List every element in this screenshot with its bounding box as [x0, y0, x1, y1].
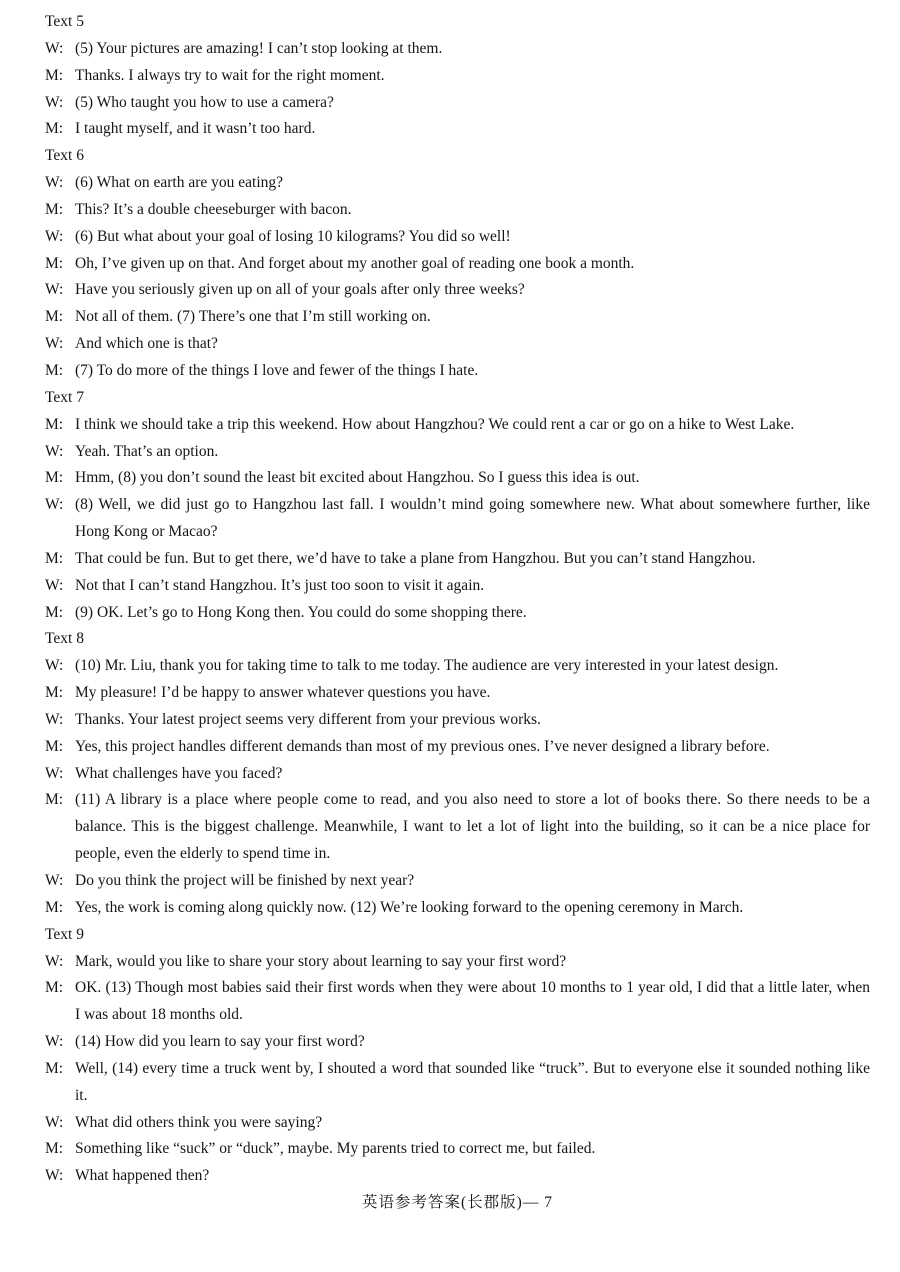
text-section-label: Text 6: [45, 147, 84, 165]
speaker-label: W:: [45, 39, 64, 57]
line-text: (5) Your pictures are amazing! I can’t stop looking at them.: [75, 39, 443, 57]
dialogue-line: [45, 170, 870, 197]
line-text: (6) What on earth are you eating?: [75, 174, 284, 192]
dialogue-line: [45, 895, 870, 922]
dialogue-line: [45, 653, 870, 680]
speaker-label: W:: [45, 442, 64, 460]
dialogue-line: [45, 680, 870, 707]
line-text: (7) To do more of the things I love and fewer of the things I hate.: [75, 361, 479, 379]
speaker-label: W:: [45, 174, 64, 192]
dialogue-line: [45, 868, 870, 895]
line-text: (10) Mr. Liu, thank you for taking time to talk to me today. The audience are very interested in your latest design.: [75, 657, 779, 675]
dialogue-line: [45, 465, 870, 492]
dialogue-line: [45, 331, 870, 358]
dialogue-line: [45, 949, 870, 976]
speaker-label: M:: [45, 66, 64, 84]
line-text: Not all of them. (7) There’s one that I’m still working on.: [75, 308, 431, 326]
speaker-label: M:: [45, 415, 64, 433]
dialogue-line: [45, 412, 870, 439]
text-section-label: Text 7: [45, 388, 84, 406]
line-text: That could be fun. But to get there, we’d have to take a plane from Hangzhou. But you can’t stand Hangzhou.: [75, 549, 756, 567]
dialogue-line: [45, 761, 870, 788]
dialogue-line: [45, 600, 870, 627]
speaker-label: M:: [45, 549, 64, 567]
dialogue-line: [45, 358, 870, 385]
line-text: My pleasure! I’d be happy to answer whatever questions you have.: [75, 684, 491, 702]
speaker-label: W:: [45, 93, 64, 111]
line-text: Yeah. That’s an option.: [75, 442, 219, 460]
dialogue-line: [45, 573, 870, 600]
dialogue-line: [45, 492, 870, 546]
speaker-label: M:: [45, 603, 64, 621]
line-text: (8) Well, we did just go to Hangzhou last fall. I wouldn’t mind going somewhere new. What about somewhere further, like Hong Kong or Macao?: [75, 496, 870, 541]
speaker-label: M:: [45, 1140, 64, 1158]
dialogue-line: [45, 1029, 870, 1056]
line-text: (11) A library is a place where people come to read, and you also need to store a lot of books there. So there needs to be a balance. This is the biggest challenge. Meanwhile, I want to let a lot of light into the building, so it can be a nice place for people, even the elderly to spend time in.: [75, 791, 870, 863]
dialogue-line: [45, 224, 870, 251]
dialogue-line: [45, 197, 870, 224]
dialogue-line: [45, 1056, 870, 1110]
dialogue-line: [45, 277, 870, 304]
line-text: Yes, this project handles different demands than most of my previous ones. I’ve never designed a library before.: [75, 737, 770, 755]
speaker-label: W:: [45, 764, 64, 782]
line-text: This? It’s a double cheeseburger with bacon.: [75, 200, 352, 218]
line-text: Mark, would you like to share your story about learning to say your first word?: [75, 952, 567, 970]
dialogue-line: [45, 787, 870, 868]
line-text: Do you think the project will be finished by next year?: [75, 872, 415, 889]
speaker-label: M:: [45, 1059, 64, 1077]
speaker-label: W:: [45, 1167, 64, 1185]
speaker-label: W:: [45, 281, 64, 299]
line-text: Oh, I’ve given up on that. And forget about my another goal of reading one book a month.: [75, 254, 635, 272]
text-section-label: Text 9: [45, 925, 84, 943]
speaker-label: W:: [45, 710, 64, 728]
dialogue-line: [45, 251, 870, 278]
page-footer: 英语参考答案(长郡版)— 7: [362, 1194, 553, 1212]
line-text: (6) But what about your goal of losing 10 kilograms? You did so well!: [75, 227, 511, 245]
line-text: I taught myself, and it wasn’t too hard.: [75, 120, 316, 138]
speaker-label: W:: [45, 872, 64, 889]
dialogue-line: [45, 90, 870, 117]
line-text: What did others think you were saying?: [75, 1113, 323, 1131]
dialogue-line: [45, 734, 870, 761]
speaker-label: W:: [45, 1113, 64, 1131]
speaker-label: M:: [45, 469, 64, 487]
speaker-label: M:: [45, 791, 64, 809]
line-text: Hmm, (8) you don’t sound the least bit excited about Hangzhou. So I guess this idea is out.: [75, 469, 640, 487]
speaker-label: M:: [45, 254, 64, 272]
line-text: Thanks. Your latest project seems very different from your previous works.: [75, 710, 541, 728]
line-text: I think we should take a trip this weekend. How about Hangzhou? We could rent a car or go on a hike to West Lake.: [75, 415, 795, 433]
line-text: Thanks. I always try to wait for the right moment.: [75, 66, 385, 84]
dialogue-line: [45, 1163, 870, 1190]
dialogue-line: [45, 304, 870, 331]
speaker-label: M:: [45, 684, 64, 702]
speaker-label: W:: [45, 952, 64, 970]
dialogue-line: [45, 1136, 870, 1163]
speaker-label: W:: [45, 496, 64, 514]
line-text: (9) OK. Let’s go to Hong Kong then. You could do some shopping there.: [75, 603, 527, 621]
speaker-label: M:: [45, 361, 64, 379]
dialogue-line: [45, 36, 870, 63]
dialogue-line: [45, 116, 870, 143]
dialogue-line: [45, 439, 870, 466]
line-text: What challenges have you faced?: [75, 764, 283, 782]
dialogue-line: [45, 63, 870, 90]
line-text: Yes, the work is coming along quickly now. (12) We’re looking forward to the opening ceremony in March.: [75, 898, 744, 916]
line-text: Not that I can’t stand Hangzhou. It’s just too soon to visit it again.: [75, 576, 485, 594]
transcript-content: [45, 9, 870, 1190]
dialogue-line: [45, 1110, 870, 1137]
line-text: (5) Who taught you how to use a camera?: [75, 93, 334, 111]
speaker-label: W:: [45, 657, 64, 675]
speaker-label: M:: [45, 308, 64, 326]
line-text: (14) How did you learn to say your first word?: [75, 1033, 365, 1051]
speaker-label: M:: [45, 737, 64, 755]
speaker-label: M:: [45, 979, 64, 997]
speaker-label: W:: [45, 576, 64, 594]
line-text: OK. (13) Though most babies said their first words when they were about 10 months to 1 year old, I did that a little later, when I was about 18 months old.: [75, 979, 870, 1024]
speaker-label: W:: [45, 335, 64, 353]
speaker-label: M:: [45, 200, 64, 218]
line-text: Well, (14) every time a truck went by, I shouted a word that sounded like “truck”. But to everyone else it sounded nothing like it.: [75, 1059, 870, 1104]
dialogue-line: [45, 546, 870, 573]
speaker-label: W:: [45, 227, 64, 245]
line-text: Something like “suck” or “duck”, maybe. My parents tried to correct me, but failed.: [75, 1140, 596, 1158]
dialogue-line: [45, 707, 870, 734]
speaker-label: M:: [45, 120, 64, 138]
speaker-label: M:: [45, 898, 64, 916]
line-text: Have you seriously given up on all of your goals after only three weeks?: [75, 281, 525, 299]
line-text: What happened then?: [75, 1167, 210, 1185]
text-section-label: Text 8: [45, 630, 84, 648]
line-text: And which one is that?: [75, 335, 218, 353]
dialogue-line: [45, 975, 870, 1029]
text-section-label: Text 5: [45, 13, 84, 30]
speaker-label: W:: [45, 1033, 64, 1051]
